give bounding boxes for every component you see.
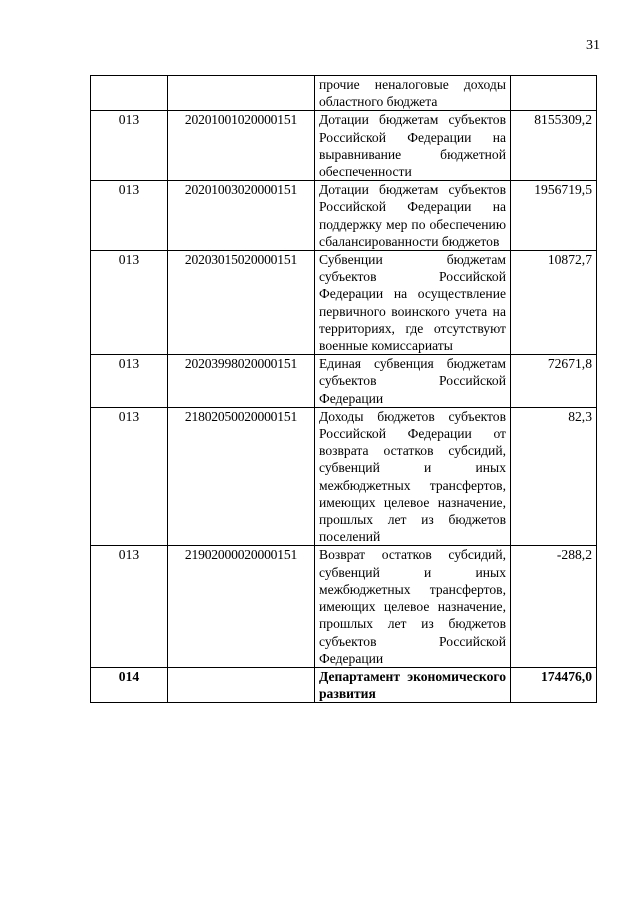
amount-cell	[511, 76, 597, 111]
description-cell: Дотации бюджетам субъектов Российской Федерации на поддержку мер по обеспечению сбалансированности бюджетов	[315, 181, 511, 251]
amount-cell: 72671,8	[511, 355, 597, 408]
table-row	[91, 355, 597, 408]
kbk-code-cell: 20203015020000151	[168, 251, 315, 355]
amount-cell: 1956719,5	[511, 181, 597, 251]
kbk-code-cell: 20203998020000151	[168, 355, 315, 408]
table-row-department	[91, 667, 597, 702]
page-number: 31	[586, 38, 600, 53]
description-cell: Субвенции бюджетам субъектов Российской Федерации на осуществление первичного воинского учета на территориях, где отсутствуют военные комиссариаты	[315, 251, 511, 355]
amount-cell: 8155309,2	[511, 111, 597, 181]
admin-code-cell: 013	[91, 407, 168, 546]
table-row	[91, 76, 597, 111]
table-row	[91, 251, 597, 355]
amount-cell: -288,2	[511, 546, 597, 667]
budget-revenue-table	[90, 75, 597, 703]
admin-code-cell: 013	[91, 355, 168, 408]
amount-cell: 174476,0	[511, 667, 597, 702]
kbk-code-cell	[168, 76, 315, 111]
description-cell: прочие неналоговые доходы областного бюджета	[315, 76, 511, 111]
kbk-code-cell: 21902000020000151	[168, 546, 315, 667]
kbk-code-cell	[168, 667, 315, 702]
admin-code-cell: 013	[91, 251, 168, 355]
admin-code-cell	[91, 76, 168, 111]
kbk-code-cell: 20201001020000151	[168, 111, 315, 181]
kbk-code-cell: 20201003020000151	[168, 181, 315, 251]
description-cell: Доходы бюджетов субъектов Российской Федерации от возврата остатков субсидий, субвенций и иных межбюджетных трансфертов, имеющих целевое назначение, прошлых лет из бюджетов поселений	[315, 407, 511, 546]
table-row	[91, 407, 597, 546]
description-cell: Единая субвенция бюджетам субъектов Российской Федерации	[315, 355, 511, 408]
table-row	[91, 111, 597, 181]
description-cell: Департамент экономического развития	[315, 667, 511, 702]
kbk-code-cell: 21802050020000151	[168, 407, 315, 546]
admin-code-cell: 013	[91, 546, 168, 667]
table-row	[91, 546, 597, 667]
table-row	[91, 181, 597, 251]
description-cell: Возврат остатков субсидий, субвенций и иных межбюджетных трансфертов, имеющих целевое назначение, прошлых лет из бюджетов субъектов Российской Федерации	[315, 546, 511, 667]
admin-code-cell: 014	[91, 667, 168, 702]
admin-code-cell: 013	[91, 111, 168, 181]
admin-code-cell: 013	[91, 181, 168, 251]
amount-cell: 10872,7	[511, 251, 597, 355]
description-cell: Дотации бюджетам субъектов Российской Федерации на выравнивание бюджетной обеспеченности	[315, 111, 511, 181]
amount-cell: 82,3	[511, 407, 597, 546]
